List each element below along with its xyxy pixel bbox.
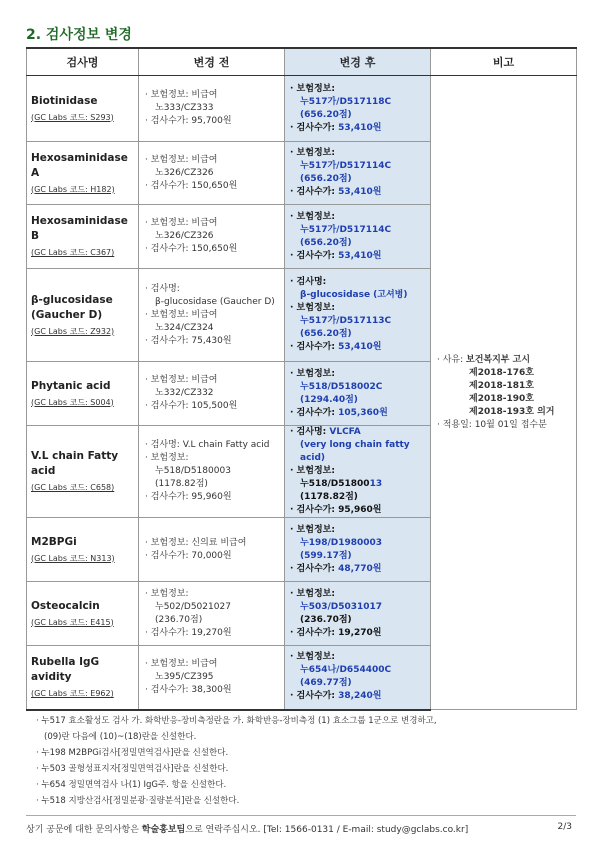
reason-line: 제2018-190호	[469, 393, 534, 404]
before-line: · 보험정보: 비급여	[145, 658, 218, 669]
after-ins-label: · 보험정보:	[290, 466, 335, 476]
after-price-label: · 검사수가:	[290, 505, 335, 515]
before-line: · 검사수가: 150,650원	[145, 180, 238, 191]
before-line: 노332/CZ332	[155, 388, 214, 398]
after-cell	[285, 142, 431, 205]
before-cell	[139, 646, 285, 710]
test-name-cell	[27, 205, 139, 269]
after-cell	[285, 205, 431, 269]
after-test-label: · 검사명:	[290, 277, 327, 287]
before-line: 노326/CZ326	[155, 167, 214, 178]
after-price-label: · 검사수가:	[290, 407, 335, 418]
test-name: Biotinidase	[31, 94, 98, 107]
test-name: Phytanic acid	[31, 379, 111, 392]
before-cell	[139, 205, 285, 269]
before-line: · 보험정보: 신의료 비급여	[145, 537, 247, 548]
after-ins-code: 누517가/D517118C	[300, 96, 392, 107]
test-code: (GC Labs 코드: N313)	[31, 553, 115, 563]
before-line: · 검사명:	[145, 283, 180, 294]
page-number: 2/3	[557, 822, 572, 832]
after-ins-points: (599.17점)	[300, 550, 352, 561]
test-code: (GC Labs 코드: C367)	[31, 248, 115, 257]
test-name-cell	[27, 426, 139, 518]
after-ins-points: (469.77점)	[300, 678, 352, 689]
test-code: (GC Labs 코드: E415)	[31, 617, 114, 627]
after-ins-label: · 보험정보:	[290, 148, 335, 158]
after-ins-label: · 보험정보:	[290, 588, 335, 599]
footnote: · 누654 정밀면역검사 나(1) IgG주. 항을 신설한다.	[36, 780, 227, 790]
after-test-name: VLCFA	[329, 427, 361, 437]
test-name-cell	[27, 646, 139, 710]
before-line: β-glucosidase (Gaucher D)	[155, 296, 275, 307]
before-line: 노326/CZ326	[155, 231, 214, 241]
before-line: 노333/CZ333	[155, 103, 214, 113]
before-line: · 보험정보: 비급여	[145, 375, 218, 385]
after-price: 53,410원	[338, 122, 382, 133]
reason-label: · 사유:	[437, 354, 467, 365]
footer	[26, 815, 576, 835]
before-line: · 검사수가: 19,270원	[145, 627, 232, 638]
before-line: · 검사수가: 38,300원	[145, 684, 232, 695]
table-row	[27, 76, 577, 142]
after-cell	[285, 582, 431, 646]
after-ins-label: · 보험정보:	[290, 524, 335, 535]
before-line: 노324/CZ324	[155, 322, 214, 333]
footnotes	[36, 713, 437, 809]
before-line: · 검사수가: 95,700원	[145, 116, 232, 126]
after-price-label: · 검사수가:	[290, 250, 335, 261]
after-price: 53,410원	[338, 187, 382, 197]
before-cell	[139, 518, 285, 582]
after-price-label: · 검사수가:	[290, 691, 335, 702]
after-price: 48,770원	[338, 563, 382, 574]
after-cell	[285, 362, 431, 426]
test-name: M2BPGi	[31, 535, 77, 548]
after-price: 53,410원	[338, 342, 382, 352]
header-remarks: 비고	[431, 48, 577, 76]
footnote: · 누517 효소활성도 검사 가. 화학반응-장비측정란을 가. 화학반응-장비측정 (1) 효소그룹 1군으로 변경하고,	[36, 716, 437, 726]
reason-line: 제2018-193호 의거	[469, 406, 555, 417]
before-line: · 검사수가: 95,960원	[145, 492, 232, 502]
after-price: 38,240원	[338, 691, 382, 702]
before-line: · 보험정보: 비급여	[145, 218, 218, 228]
after-ins-label: · 보험정보:	[290, 83, 335, 94]
test-code: (GC Labs 코드: S004)	[31, 397, 114, 407]
footer-contact: 으로 연락주십시오. [Tel: 1566-0131 / E-mail: study@gclabs.co.kr]	[185, 825, 469, 835]
test-name: Osteocalcin	[31, 599, 100, 612]
reason-line: 보건복지부 고시	[466, 354, 531, 365]
reason-line: 제2018-181호	[469, 380, 534, 391]
reason-line: 제2018-176호	[469, 367, 534, 378]
after-ins-code: 누517가/D517113C	[300, 316, 392, 326]
after-cell	[285, 76, 431, 142]
before-cell	[139, 269, 285, 362]
after-ins-code: 누518/D518002C	[300, 381, 383, 392]
after-price-label: · 검사수가:	[290, 563, 335, 574]
after-ins-code: 누518/D51800	[300, 479, 370, 489]
after-ins-points: (1178.82점)	[300, 492, 358, 502]
after-ins-code-changed: 13	[369, 479, 383, 489]
after-price-label: · 검사수가:	[290, 342, 335, 352]
before-line: · 검사수가: 150,650원	[145, 244, 238, 254]
after-ins-label: · 보험정보:	[290, 368, 335, 379]
before-line: 누518/D5180003	[155, 466, 231, 476]
after-price: 53,410원	[338, 250, 382, 261]
test-name: (Gaucher D)	[31, 308, 103, 321]
test-name: V.L chain Fatty acid	[31, 450, 119, 477]
test-code: (GC Labs 코드: Z932)	[31, 326, 115, 336]
after-cell	[285, 646, 431, 710]
before-line: · 검사명: V.L chain Fatty acid	[145, 440, 270, 450]
test-info-table	[26, 47, 577, 711]
after-ins-points: (1294.40점)	[300, 394, 358, 405]
test-code: (GC Labs 코드: S293)	[31, 112, 114, 122]
after-price: 19,270원	[338, 627, 382, 638]
test-code: (GC Labs 코드: E962)	[31, 688, 114, 698]
after-ins-points: (656.20점)	[300, 237, 352, 248]
after-ins-code: 누503/D5031017	[300, 601, 383, 612]
footnote: · 누198 M2BPGi검사[정밀면역검사]란을 신설한다.	[36, 748, 229, 758]
after-cell	[285, 518, 431, 582]
test-code: (GC Labs 코드: H182)	[31, 184, 115, 194]
after-ins-code: 누654나/D654400C	[300, 665, 392, 676]
after-ins-code: 누517가/D517114C	[300, 161, 392, 171]
after-price: 105,360원	[338, 407, 388, 418]
before-cell	[139, 362, 285, 426]
before-line: 노395/CZ395	[155, 671, 214, 682]
before-cell	[139, 76, 285, 142]
header-before: 변경 전	[139, 48, 285, 76]
before-line: · 보험정보:	[145, 453, 189, 463]
section-title: 2. 검사정보 변경	[26, 27, 132, 43]
before-line: · 검사수가: 75,430원	[145, 335, 232, 346]
after-price-label: · 검사수가:	[290, 627, 335, 638]
before-line: · 보험정보:	[145, 588, 189, 599]
test-name: Hexosaminidase A	[31, 151, 128, 179]
footnote: · 누518 지방산검사[정밀분광·질량분석]란을 신설한다.	[36, 796, 240, 806]
before-line: · 검사수가: 105,500원	[145, 401, 238, 411]
before-line: · 검사수가: 70,000원	[145, 550, 232, 561]
test-name-cell	[27, 269, 139, 362]
after-ins-points: (656.20점)	[300, 109, 352, 120]
before-line: (236.70점)	[155, 614, 203, 625]
before-line: · 보험정보: 비급여	[145, 154, 218, 165]
before-cell	[139, 426, 285, 518]
after-ins-points: (656.20점)	[300, 329, 352, 339]
header-after: 변경 후	[285, 48, 431, 76]
after-ins-label: · 보험정보:	[290, 303, 335, 313]
test-code: (GC Labs 코드: C658)	[31, 483, 115, 492]
after-ins-points: (656.20점)	[300, 174, 352, 184]
before-cell	[139, 142, 285, 205]
after-cell	[285, 426, 431, 518]
before-cell	[139, 582, 285, 646]
before-line: · 보험정보: 비급여	[145, 309, 218, 320]
after-price: 95,960원	[338, 505, 382, 515]
after-test-name: β-glucosidase (고셔병)	[300, 290, 408, 300]
after-ins-label: · 보험정보:	[290, 211, 335, 222]
test-name-cell	[27, 76, 139, 142]
after-ins-label: · 보험정보:	[290, 652, 335, 663]
after-price-label: · 검사수가:	[290, 122, 335, 133]
after-ins-code: 누517가/D517114C	[300, 224, 392, 235]
footnote: · 누503 골형성표지자[정밀면역검사]란을 신설한다.	[36, 764, 229, 774]
test-name-cell	[27, 518, 139, 582]
after-ins-code: 누198/D1980003	[300, 537, 383, 548]
test-name-cell	[27, 142, 139, 205]
test-name-cell	[27, 582, 139, 646]
after-test-name-full: (very long chain fatty acid)	[300, 440, 410, 463]
footnote: (09)란 다음에 (10)~(18)란을 신설한다.	[44, 732, 197, 742]
after-ins-points: (236.70점)	[300, 614, 352, 625]
before-line: 누502/D5021027	[155, 601, 231, 612]
remarks-cell	[431, 76, 577, 710]
after-cell	[285, 269, 431, 362]
header-test-name: 검사명	[27, 48, 139, 76]
before-line: · 보험정보: 비급여	[145, 90, 218, 100]
test-name-cell	[27, 362, 139, 426]
test-name: Hexosaminidase B	[31, 215, 128, 242]
table-header-row	[27, 48, 577, 76]
after-price-label: · 검사수가:	[290, 187, 335, 197]
apply-date: · 적용일: 10월 01일 접수분	[437, 419, 547, 430]
footer-text: 상기 공문에 대한 문의사항은	[26, 825, 142, 835]
footer-dept: 학술홍보팀	[141, 825, 186, 835]
before-line: (1178.82점)	[155, 479, 208, 489]
test-name: Rubella IgG avidity	[31, 655, 100, 683]
test-name: β-glucosidase	[31, 293, 113, 306]
after-test-label: · 검사명:	[290, 427, 327, 437]
